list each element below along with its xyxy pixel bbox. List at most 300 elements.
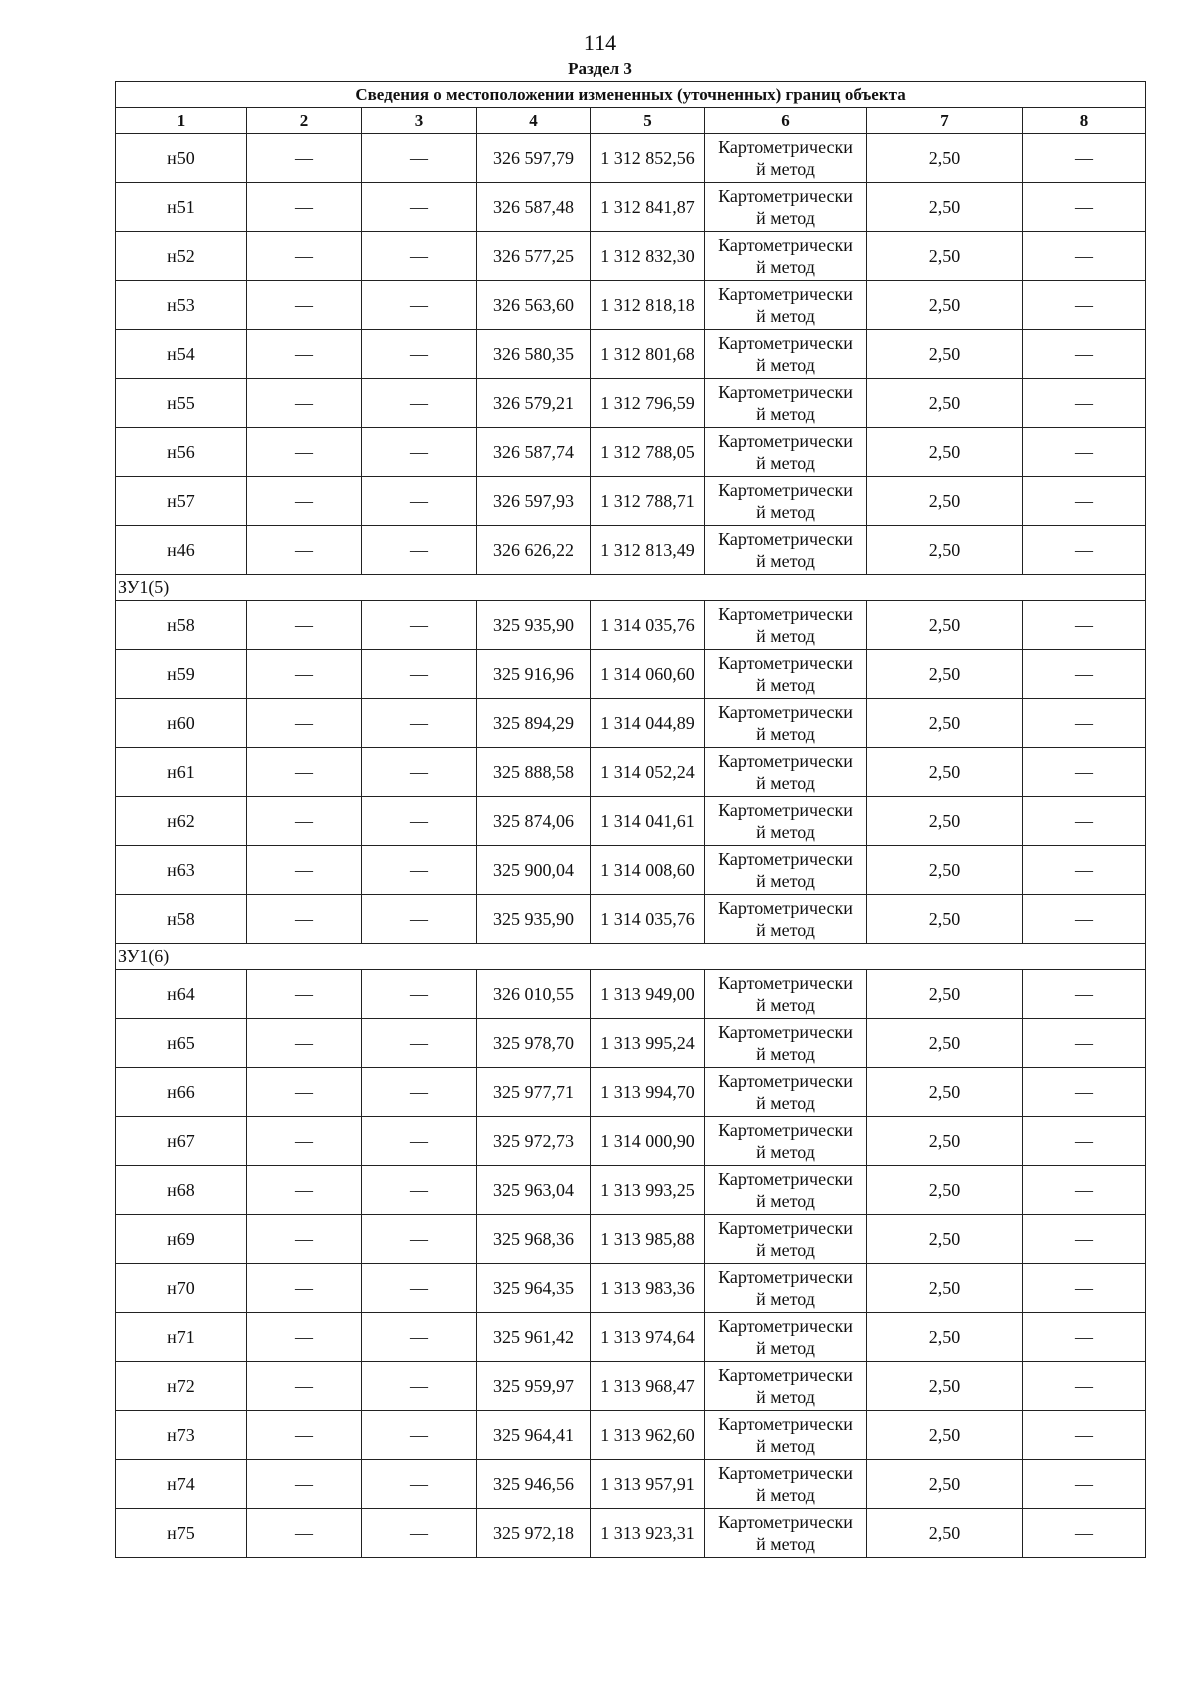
column-8-cell: — (1023, 846, 1146, 895)
column-3-cell: — (362, 1068, 477, 1117)
column-number: 6 (705, 108, 867, 134)
method-cell (705, 797, 867, 846)
x-coordinate-cell: 326 563,60 (477, 281, 591, 330)
column-3-cell: — (362, 1313, 477, 1362)
table-row (116, 232, 1146, 281)
method-text-line-2: й метод (756, 724, 815, 744)
column-8-cell: — (1023, 232, 1146, 281)
accuracy-cell: 2,50 (867, 232, 1023, 281)
accuracy-cell: 2,50 (867, 1509, 1023, 1558)
method-text-line-2: й метод (756, 257, 815, 277)
y-coordinate-cell: 1 312 813,49 (591, 526, 705, 575)
x-coordinate-cell: 326 597,93 (477, 477, 591, 526)
column-3-cell: — (362, 846, 477, 895)
point-name-cell: н56 (116, 428, 247, 477)
column-3-cell: — (362, 379, 477, 428)
accuracy-cell: 2,50 (867, 1362, 1023, 1411)
column-8-cell: — (1023, 1313, 1146, 1362)
table-row (116, 1460, 1146, 1509)
method-text-line-2: й метод (756, 626, 815, 646)
method-cell (705, 1313, 867, 1362)
method-cell (705, 1166, 867, 1215)
column-2-cell: — (247, 134, 362, 183)
column-8-cell: — (1023, 797, 1146, 846)
column-2-cell: — (247, 1019, 362, 1068)
x-coordinate-cell: 325 964,41 (477, 1411, 591, 1460)
point-name-cell: н62 (116, 797, 247, 846)
accuracy-cell: 2,50 (867, 281, 1023, 330)
method-cell (705, 183, 867, 232)
method-text-line-2: й метод (756, 773, 815, 793)
column-2-cell: — (247, 846, 362, 895)
method-cell (705, 895, 867, 944)
method-cell (705, 281, 867, 330)
table-row (116, 797, 1146, 846)
y-coordinate-cell: 1 314 000,90 (591, 1117, 705, 1166)
column-3-cell: — (362, 1019, 477, 1068)
method-cell (705, 1264, 867, 1313)
method-cell (705, 330, 867, 379)
method-cell (705, 601, 867, 650)
y-coordinate-cell: 1 313 995,24 (591, 1019, 705, 1068)
group-label: ЗУ1(5) (116, 575, 1146, 601)
method-text-line-2: й метод (756, 1338, 815, 1358)
column-8-cell: — (1023, 699, 1146, 748)
method-text-line-1: Картометрически (718, 284, 853, 304)
point-name-cell: н68 (116, 1166, 247, 1215)
method-cell (705, 526, 867, 575)
table-row (116, 895, 1146, 944)
x-coordinate-cell: 325 916,96 (477, 650, 591, 699)
accuracy-cell: 2,50 (867, 1215, 1023, 1264)
table-row (116, 134, 1146, 183)
column-8-cell: — (1023, 526, 1146, 575)
column-3-cell: — (362, 1411, 477, 1460)
table-row (116, 1019, 1146, 1068)
method-text-line-1: Картометрически (718, 1169, 853, 1189)
column-8-cell: — (1023, 134, 1146, 183)
point-name-cell: н65 (116, 1019, 247, 1068)
method-text-line-2: й метод (756, 1240, 815, 1260)
x-coordinate-cell: 326 626,22 (477, 526, 591, 575)
method-text-line-1: Картометрически (718, 1414, 853, 1434)
y-coordinate-cell: 1 314 052,24 (591, 748, 705, 797)
method-text-line-1: Картометрически (718, 529, 853, 549)
x-coordinate-cell: 325 978,70 (477, 1019, 591, 1068)
column-number: 7 (867, 108, 1023, 134)
x-coordinate-cell: 325 972,18 (477, 1509, 591, 1558)
method-cell (705, 699, 867, 748)
column-2-cell: — (247, 232, 362, 281)
method-text-line-1: Картометрически (718, 653, 853, 673)
method-text-line-2: й метод (756, 920, 815, 940)
column-3-cell: — (362, 895, 477, 944)
y-coordinate-cell: 1 313 949,00 (591, 970, 705, 1019)
table-row (116, 379, 1146, 428)
column-8-cell: — (1023, 281, 1146, 330)
y-coordinate-cell: 1 313 968,47 (591, 1362, 705, 1411)
method-text-line-1: Картометрически (718, 800, 853, 820)
method-text-line-1: Картометрически (718, 235, 853, 255)
boundary-coordinates-table (115, 81, 1146, 1558)
point-name-cell: н58 (116, 895, 247, 944)
column-8-cell: — (1023, 379, 1146, 428)
method-text-line-2: й метод (756, 995, 815, 1015)
y-coordinate-cell: 1 313 985,88 (591, 1215, 705, 1264)
column-2-cell: — (247, 1509, 362, 1558)
column-2-cell: — (247, 748, 362, 797)
table-row (116, 1313, 1146, 1362)
y-coordinate-cell: 1 314 008,60 (591, 846, 705, 895)
column-8-cell: — (1023, 1215, 1146, 1264)
method-text-line-2: й метод (756, 208, 815, 228)
accuracy-cell: 2,50 (867, 1068, 1023, 1117)
y-coordinate-cell: 1 313 994,70 (591, 1068, 705, 1117)
column-8-cell: — (1023, 601, 1146, 650)
column-number: 4 (477, 108, 591, 134)
point-name-cell: н63 (116, 846, 247, 895)
x-coordinate-cell: 326 580,35 (477, 330, 591, 379)
table-row (116, 601, 1146, 650)
group-label: ЗУ1(6) (116, 944, 1146, 970)
accuracy-cell: 2,50 (867, 1313, 1023, 1362)
method-text-line-2: й метод (756, 1534, 815, 1554)
accuracy-cell: 2,50 (867, 183, 1023, 232)
method-cell (705, 1117, 867, 1166)
accuracy-cell: 2,50 (867, 797, 1023, 846)
y-coordinate-cell: 1 312 788,71 (591, 477, 705, 526)
column-2-cell: — (247, 526, 362, 575)
table-row (116, 428, 1146, 477)
column-3-cell: — (362, 748, 477, 797)
column-3-cell: — (362, 134, 477, 183)
point-name-cell: н52 (116, 232, 247, 281)
method-text-line-1: Картометрически (718, 1218, 853, 1238)
column-8-cell: — (1023, 970, 1146, 1019)
column-2-cell: — (247, 477, 362, 526)
point-name-cell: н66 (116, 1068, 247, 1117)
column-8-cell: — (1023, 477, 1146, 526)
method-cell (705, 232, 867, 281)
accuracy-cell: 2,50 (867, 970, 1023, 1019)
method-text-line-1: Картометрически (718, 1071, 853, 1091)
method-text-line-1: Картометрически (718, 604, 853, 624)
accuracy-cell: 2,50 (867, 1411, 1023, 1460)
column-2-cell: — (247, 1313, 362, 1362)
column-number: 1 (116, 108, 247, 134)
column-3-cell: — (362, 330, 477, 379)
page-number: 114 (583, 30, 617, 55)
method-cell (705, 1411, 867, 1460)
column-8-cell: — (1023, 330, 1146, 379)
method-text-line-2: й метод (756, 822, 815, 842)
method-cell (705, 379, 867, 428)
column-number: 8 (1023, 108, 1146, 134)
x-coordinate-cell: 326 587,48 (477, 183, 591, 232)
method-cell (705, 650, 867, 699)
method-cell (705, 428, 867, 477)
method-text-line-1: Картометрически (718, 751, 853, 771)
point-name-cell: н54 (116, 330, 247, 379)
y-coordinate-cell: 1 313 983,36 (591, 1264, 705, 1313)
method-cell (705, 477, 867, 526)
method-text-line-2: й метод (756, 1044, 815, 1064)
column-2-cell: — (247, 1460, 362, 1509)
point-name-cell: н46 (116, 526, 247, 575)
y-coordinate-cell: 1 314 041,61 (591, 797, 705, 846)
table-row (116, 699, 1146, 748)
table-row (116, 650, 1146, 699)
table-row (116, 526, 1146, 575)
column-3-cell: — (362, 699, 477, 748)
column-3-cell: — (362, 601, 477, 650)
accuracy-cell: 2,50 (867, 1264, 1023, 1313)
table-row (116, 1117, 1146, 1166)
point-name-cell: н71 (116, 1313, 247, 1362)
accuracy-cell: 2,50 (867, 526, 1023, 575)
column-3-cell: — (362, 970, 477, 1019)
column-2-cell: — (247, 1166, 362, 1215)
column-3-cell: — (362, 1362, 477, 1411)
point-name-cell: н55 (116, 379, 247, 428)
method-text-line-2: й метод (756, 871, 815, 891)
x-coordinate-cell: 326 579,21 (477, 379, 591, 428)
y-coordinate-cell: 1 312 788,05 (591, 428, 705, 477)
column-2-cell: — (247, 1117, 362, 1166)
method-cell (705, 1362, 867, 1411)
accuracy-cell: 2,50 (867, 650, 1023, 699)
method-text-line-1: Картометрически (718, 1463, 853, 1483)
method-text-line-2: й метод (756, 306, 815, 326)
x-coordinate-cell: 325 935,90 (477, 895, 591, 944)
method-text-line-1: Картометрически (718, 898, 853, 918)
column-8-cell: — (1023, 1460, 1146, 1509)
column-2-cell: — (247, 970, 362, 1019)
column-8-cell: — (1023, 748, 1146, 797)
method-text-line-2: й метод (756, 1289, 815, 1309)
method-text-line-2: й метод (756, 404, 815, 424)
x-coordinate-cell: 325 959,97 (477, 1362, 591, 1411)
section-title: Раздел 3 (568, 59, 632, 78)
y-coordinate-cell: 1 312 796,59 (591, 379, 705, 428)
column-8-cell: — (1023, 1019, 1146, 1068)
column-8-cell: — (1023, 428, 1146, 477)
method-text-line-1: Картометрически (718, 1022, 853, 1042)
column-2-cell: — (247, 650, 362, 699)
method-text-line-1: Картометрически (718, 431, 853, 451)
point-name-cell: н70 (116, 1264, 247, 1313)
accuracy-cell: 2,50 (867, 601, 1023, 650)
method-text-line-1: Картометрически (718, 1120, 853, 1140)
x-coordinate-cell: 325 946,56 (477, 1460, 591, 1509)
table-row (116, 1068, 1146, 1117)
point-name-cell: н69 (116, 1215, 247, 1264)
method-text-line-2: й метод (756, 453, 815, 473)
accuracy-cell: 2,50 (867, 428, 1023, 477)
method-text-line-2: й метод (756, 1191, 815, 1211)
method-text-line-1: Картометрически (718, 137, 853, 157)
table-row (116, 1264, 1146, 1313)
table-row (116, 477, 1146, 526)
point-name-cell: н72 (116, 1362, 247, 1411)
table-row (116, 748, 1146, 797)
point-name-cell: н61 (116, 748, 247, 797)
method-text-line-2: й метод (756, 355, 815, 375)
method-text-line-1: Картометрически (718, 333, 853, 353)
column-2-cell: — (247, 183, 362, 232)
column-3-cell: — (362, 1117, 477, 1166)
method-cell (705, 134, 867, 183)
table-title: Сведения о местоположении измененных (уточненных) границ объекта (116, 82, 1146, 108)
column-2-cell: — (247, 1068, 362, 1117)
column-2-cell: — (247, 1411, 362, 1460)
accuracy-cell: 2,50 (867, 846, 1023, 895)
method-text-line-1: Картометрически (718, 1512, 853, 1532)
method-text-line-1: Картометрически (718, 382, 853, 402)
table-row (116, 183, 1146, 232)
group-header-row (116, 944, 1146, 970)
x-coordinate-cell: 325 968,36 (477, 1215, 591, 1264)
y-coordinate-cell: 1 314 035,76 (591, 601, 705, 650)
method-text-line-1: Картометрически (718, 1316, 853, 1336)
x-coordinate-cell: 325 888,58 (477, 748, 591, 797)
column-8-cell: — (1023, 1117, 1146, 1166)
accuracy-cell: 2,50 (867, 330, 1023, 379)
column-8-cell: — (1023, 650, 1146, 699)
column-3-cell: — (362, 183, 477, 232)
column-2-cell: — (247, 797, 362, 846)
column-2-cell: — (247, 699, 362, 748)
table-row (116, 1509, 1146, 1558)
x-coordinate-cell: 325 977,71 (477, 1068, 591, 1117)
point-name-cell: н58 (116, 601, 247, 650)
method-text-line-2: й метод (756, 1436, 815, 1456)
method-text-line-2: й метод (756, 1387, 815, 1407)
column-number: 3 (362, 108, 477, 134)
x-coordinate-cell: 326 587,74 (477, 428, 591, 477)
column-3-cell: — (362, 650, 477, 699)
method-text-line-2: й метод (756, 1142, 815, 1162)
x-coordinate-cell: 325 894,29 (477, 699, 591, 748)
column-8-cell: — (1023, 1264, 1146, 1313)
y-coordinate-cell: 1 313 993,25 (591, 1166, 705, 1215)
table-row (116, 1215, 1146, 1264)
table-row (116, 1362, 1146, 1411)
column-2-cell: — (247, 895, 362, 944)
table-row (116, 1411, 1146, 1460)
x-coordinate-cell: 325 972,73 (477, 1117, 591, 1166)
y-coordinate-cell: 1 312 852,56 (591, 134, 705, 183)
table-row (116, 970, 1146, 1019)
table-body (116, 134, 1146, 1558)
column-2-cell: — (247, 281, 362, 330)
table-row (116, 846, 1146, 895)
table-row (116, 330, 1146, 379)
column-3-cell: — (362, 526, 477, 575)
y-coordinate-cell: 1 314 035,76 (591, 895, 705, 944)
x-coordinate-cell: 325 961,42 (477, 1313, 591, 1362)
y-coordinate-cell: 1 312 801,68 (591, 330, 705, 379)
column-2-cell: — (247, 601, 362, 650)
column-number-row (116, 108, 1146, 134)
x-coordinate-cell: 326 010,55 (477, 970, 591, 1019)
point-name-cell: н59 (116, 650, 247, 699)
method-text-line-2: й метод (756, 675, 815, 695)
y-coordinate-cell: 1 312 832,30 (591, 232, 705, 281)
method-text-line-1: Картометрически (718, 1267, 853, 1287)
column-2-cell: — (247, 1215, 362, 1264)
x-coordinate-cell: 325 964,35 (477, 1264, 591, 1313)
x-coordinate-cell: 325 963,04 (477, 1166, 591, 1215)
method-text-line-1: Картометрически (718, 702, 853, 722)
accuracy-cell: 2,50 (867, 748, 1023, 797)
method-text-line-2: й метод (756, 502, 815, 522)
column-2-cell: — (247, 428, 362, 477)
method-text-line-2: й метод (756, 1485, 815, 1505)
method-cell (705, 1509, 867, 1558)
method-text-line-1: Картометрически (718, 186, 853, 206)
accuracy-cell: 2,50 (867, 1460, 1023, 1509)
column-2-cell: — (247, 1264, 362, 1313)
table-row (116, 281, 1146, 330)
method-text-line-2: й метод (756, 551, 815, 571)
column-2-cell: — (247, 379, 362, 428)
method-text-line-1: Картометрически (718, 480, 853, 500)
method-text-line-2: й метод (756, 159, 815, 179)
point-name-cell: н57 (116, 477, 247, 526)
y-coordinate-cell: 1 314 060,60 (591, 650, 705, 699)
column-8-cell: — (1023, 1166, 1146, 1215)
column-3-cell: — (362, 1460, 477, 1509)
column-3-cell: — (362, 477, 477, 526)
column-3-cell: — (362, 797, 477, 846)
method-cell (705, 1019, 867, 1068)
column-3-cell: — (362, 281, 477, 330)
y-coordinate-cell: 1 313 957,91 (591, 1460, 705, 1509)
method-cell (705, 970, 867, 1019)
column-8-cell: — (1023, 1362, 1146, 1411)
point-name-cell: н64 (116, 970, 247, 1019)
accuracy-cell: 2,50 (867, 895, 1023, 944)
column-3-cell: — (362, 232, 477, 281)
column-8-cell: — (1023, 1509, 1146, 1558)
method-text-line-2: й метод (756, 1093, 815, 1113)
column-2-cell: — (247, 1362, 362, 1411)
method-cell (705, 1460, 867, 1509)
point-name-cell: н67 (116, 1117, 247, 1166)
y-coordinate-cell: 1 313 962,60 (591, 1411, 705, 1460)
accuracy-cell: 2,50 (867, 699, 1023, 748)
accuracy-cell: 2,50 (867, 1117, 1023, 1166)
y-coordinate-cell: 1 313 923,31 (591, 1509, 705, 1558)
column-3-cell: — (362, 1509, 477, 1558)
column-3-cell: — (362, 428, 477, 477)
point-name-cell: н53 (116, 281, 247, 330)
y-coordinate-cell: 1 312 818,18 (591, 281, 705, 330)
point-name-cell: н50 (116, 134, 247, 183)
y-coordinate-cell: 1 314 044,89 (591, 699, 705, 748)
group-header-row (116, 575, 1146, 601)
column-8-cell: — (1023, 1411, 1146, 1460)
x-coordinate-cell: 325 900,04 (477, 846, 591, 895)
point-name-cell: н75 (116, 1509, 247, 1558)
accuracy-cell: 2,50 (867, 1019, 1023, 1068)
table-row (116, 1166, 1146, 1215)
y-coordinate-cell: 1 312 841,87 (591, 183, 705, 232)
column-number: 2 (247, 108, 362, 134)
point-name-cell: н60 (116, 699, 247, 748)
accuracy-cell: 2,50 (867, 379, 1023, 428)
